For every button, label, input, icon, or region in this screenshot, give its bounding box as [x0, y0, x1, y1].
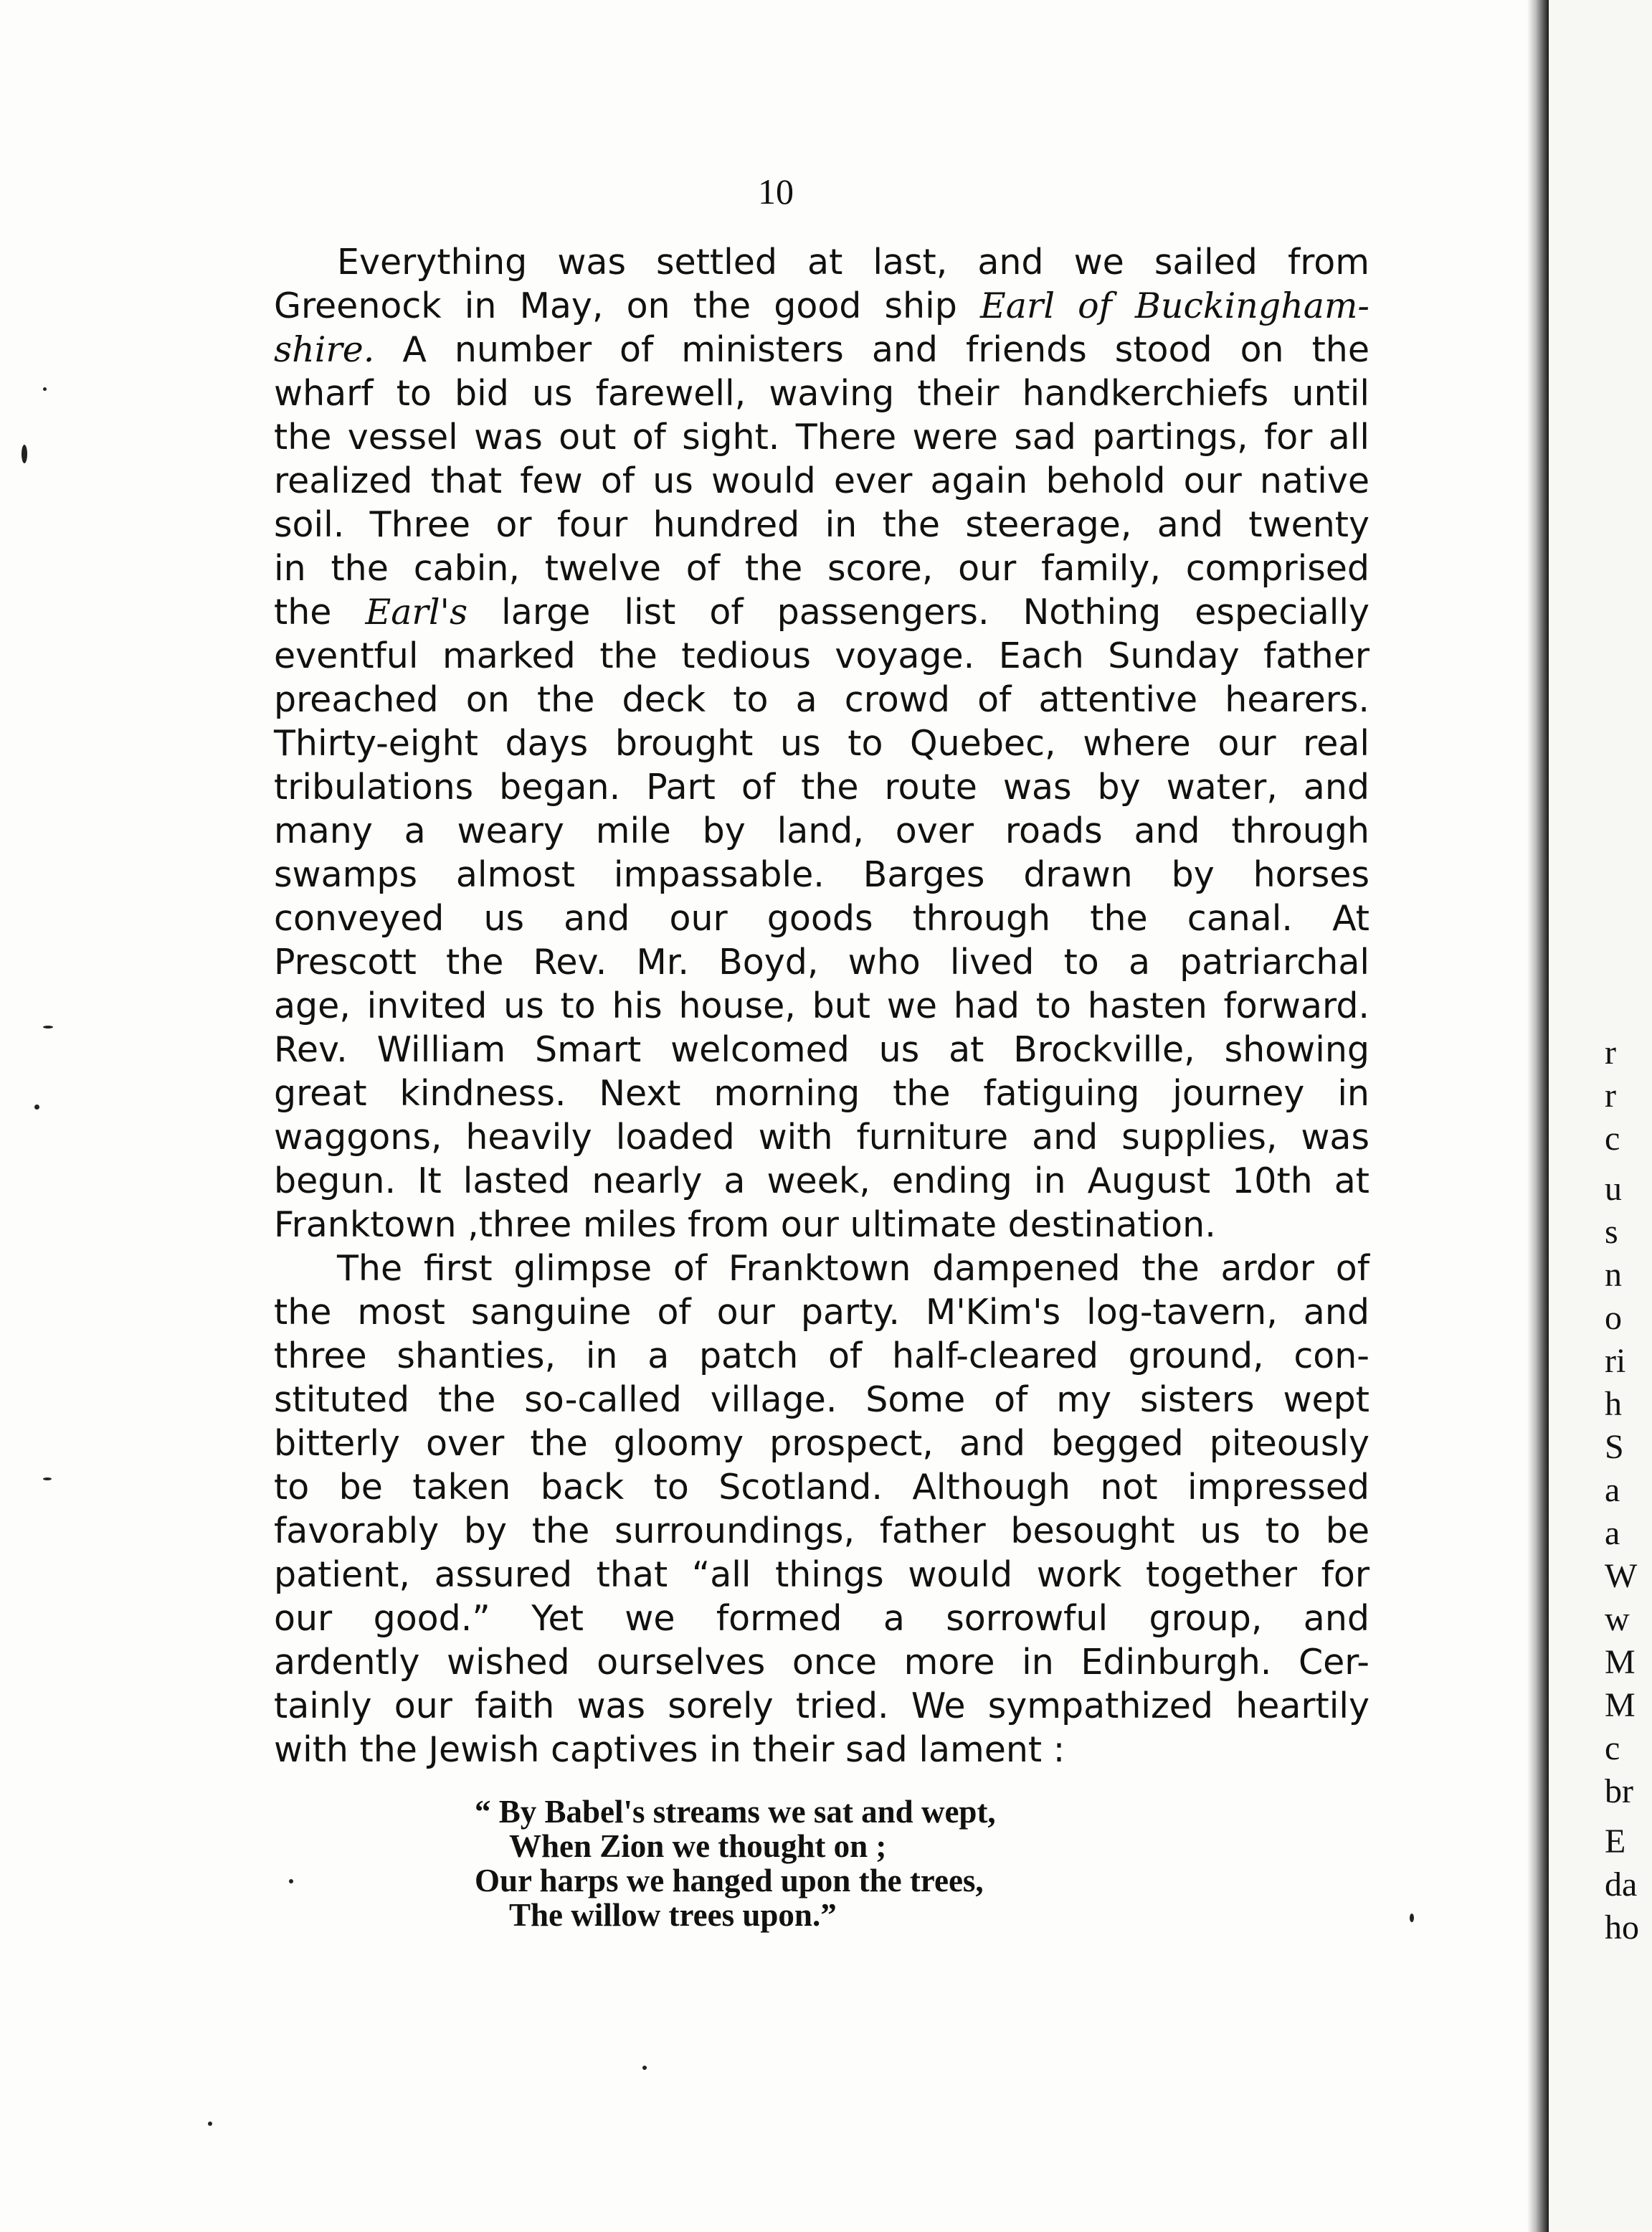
text-run: with the Jewish captives in their sad lament :	[274, 1729, 1065, 1770]
body-text	[274, 240, 1369, 1772]
adjacent-page-text-fragment: c	[1605, 1120, 1620, 1158]
scan-speck	[642, 2066, 647, 2070]
adjacent-page-text-fragment: r	[1605, 1034, 1616, 1072]
scan-speck	[43, 1026, 53, 1028]
adjacent-page-text-fragment: br	[1605, 1772, 1633, 1810]
text-run: soil. Three or four hundred in the steerage, and twenty	[274, 504, 1369, 545]
text-run: wharf to bid us farewell, waving their handkerchiefs until	[274, 373, 1369, 414]
text-run: A number of ministers and friends stood on the	[374, 329, 1369, 370]
page-gutter	[1527, 0, 1549, 2232]
poem-line: The willow trees upon.”	[509, 1897, 837, 1933]
text-run: Greenock in May, on the good ship	[274, 285, 980, 326]
text-run: The first glimpse of Franktown dampened the ardor of	[337, 1248, 1369, 1289]
text-run: the most sanguine of our party. M'Kim's log-tavern, and	[274, 1292, 1369, 1333]
text-run: great kindness. Next morning the fatiguing journey in	[274, 1073, 1369, 1114]
text-line	[274, 1115, 1369, 1159]
text-line	[274, 1334, 1369, 1378]
text-run: age, invited us to his house, but we had to hasten forward.	[274, 985, 1369, 1026]
text-line	[274, 459, 1369, 503]
paragraph-1	[274, 240, 1369, 1247]
adjacent-page-text-fragment: r	[1605, 1077, 1616, 1115]
scan-speck	[43, 1477, 52, 1480]
adjacent-page-text-fragment: a	[1605, 1471, 1620, 1509]
text-run: eventful marked the tedious voyage. Each Sunday father	[274, 635, 1369, 676]
text-run: large list of passengers. Nothing especially	[467, 592, 1369, 633]
text-run: to be taken back to Scotland. Although not impressed	[274, 1467, 1369, 1508]
text-run: swamps almost impassable. Barges drawn by horses	[274, 854, 1369, 895]
text-run: our good.” Yet we formed a sorrowful group, and	[274, 1598, 1369, 1639]
text-run: bitterly over the gloomy prospect, and begged piteously	[274, 1423, 1369, 1464]
scan-speck	[34, 1105, 39, 1110]
adjacent-page-text-fragment: da	[1605, 1865, 1638, 1904]
text-line	[274, 1072, 1369, 1115]
text-line	[274, 809, 1369, 853]
text-line	[274, 590, 1369, 634]
adjacent-page-text-fragment: o	[1605, 1299, 1622, 1337]
adjacent-page-text-fragment: h	[1605, 1385, 1622, 1423]
text-run: tainly our faith was sorely tried. We sympathized heartily	[274, 1685, 1369, 1726]
text-run: waggons, heavily loaded with furniture and supplies, was	[274, 1117, 1369, 1158]
scan-speck	[208, 2122, 212, 2126]
text-line	[274, 1203, 1369, 1247]
text-line	[274, 765, 1369, 809]
text-line	[274, 328, 1369, 372]
text-run: the	[274, 592, 366, 633]
adjacent-page-text-fragment: u	[1605, 1170, 1622, 1208]
text-run: three shanties, in a patch of half-cleared ground, con-	[274, 1335, 1369, 1376]
paragraph-2	[274, 1247, 1369, 1772]
text-line	[274, 678, 1369, 722]
text-run: in the cabin, twelve of the score, our family, comprised	[274, 548, 1369, 589]
adjacent-page-text-fragment: c	[1605, 1729, 1620, 1767]
text-line	[274, 415, 1369, 459]
text-line	[274, 1247, 1369, 1290]
text-line	[274, 722, 1369, 765]
adjacent-page-text-fragment: ri	[1605, 1342, 1626, 1380]
text-line	[274, 853, 1369, 897]
adjacent-page-text-fragment: M	[1605, 1643, 1636, 1681]
text-line	[274, 284, 1369, 328]
text-run: patient, assured that “all things would work together for	[274, 1554, 1369, 1595]
adjacent-page-text-fragment: M	[1605, 1686, 1636, 1724]
adjacent-page-text-fragment: S	[1605, 1428, 1624, 1466]
text-line	[274, 1028, 1369, 1072]
poem-line: Our harps we hanged upon the trees,	[475, 1863, 984, 1898]
poem-line: When Zion we thought on ;	[509, 1828, 887, 1864]
adjacent-page-text-fragment: E	[1605, 1822, 1626, 1860]
text-line	[274, 897, 1369, 940]
italic-text: Earl of Buckingham-	[979, 285, 1369, 326]
adjacent-page-text-fragment: a	[1605, 1514, 1620, 1552]
text-line	[274, 1728, 1369, 1772]
italic-text: shire.	[274, 329, 375, 370]
adjacent-page-text-fragment: s	[1605, 1213, 1618, 1251]
poem-line: “ By Babel's streams we sat and wept,	[475, 1794, 996, 1830]
scan-speck	[43, 387, 47, 391]
scan-speck	[289, 1879, 293, 1883]
text-run: Thirty-eight days brought us to Quebec, where our real	[274, 723, 1369, 764]
text-run: ardently wished ourselves once more in Edinburgh. Cer-	[274, 1642, 1369, 1683]
page-number: 10	[758, 171, 794, 212]
text-line	[274, 634, 1369, 678]
text-line	[274, 1290, 1369, 1334]
text-run: Franktown ,three miles from our ultimate destination.	[274, 1204, 1216, 1245]
text-line	[274, 1422, 1369, 1465]
text-run: preached on the deck to a crowd of attentive hearers.	[274, 679, 1369, 720]
text-run: conveyed us and our goods through the canal. At	[274, 898, 1369, 939]
text-line	[274, 240, 1369, 284]
text-run: Everything was settled at last, and we sailed from	[337, 242, 1369, 283]
text-line	[274, 1159, 1369, 1203]
text-run: the vessel was out of sight. There were sad partings, for all	[274, 417, 1369, 458]
text-line	[274, 1465, 1369, 1509]
text-line	[274, 1378, 1369, 1422]
text-run: begun. It lasted nearly a week, ending in August 10th at	[274, 1160, 1369, 1201]
text-line	[274, 1684, 1369, 1728]
text-run: many a weary mile by land, over roads and through	[274, 810, 1369, 851]
text-line	[274, 1553, 1369, 1597]
adjacent-page-edge	[1549, 0, 1652, 2232]
text-run: Rev. William Smart welcomed us at Brockville, showing	[274, 1029, 1369, 1070]
scan-speck	[22, 445, 27, 463]
adjacent-page-text-fragment: W	[1605, 1557, 1638, 1595]
adjacent-page-text-fragment: n	[1605, 1256, 1622, 1294]
text-line	[274, 547, 1369, 590]
adjacent-page-text-fragment: w	[1605, 1600, 1630, 1638]
poem-quotation	[475, 1794, 996, 1932]
text-line	[274, 1597, 1369, 1640]
scan-speck	[1410, 1914, 1414, 1922]
italic-text: Earl's	[365, 592, 468, 633]
text-line	[274, 940, 1369, 984]
text-line	[274, 503, 1369, 547]
text-line	[274, 984, 1369, 1028]
text-run: favorably by the surroundings, father besought us to be	[274, 1510, 1369, 1551]
text-run: Prescott the Rev. Mr. Boyd, who lived to a patriarchal	[274, 942, 1369, 983]
text-run: tribulations began. Part of the route was by water, and	[274, 767, 1369, 808]
text-run: stituted the so-called village. Some of my sisters wept	[274, 1379, 1369, 1420]
text-line	[274, 372, 1369, 415]
text-line	[274, 1640, 1369, 1684]
text-line	[274, 1509, 1369, 1553]
text-run: realized that few of us would ever again behold our native	[274, 460, 1369, 501]
adjacent-page-text-fragment: ho	[1605, 1909, 1639, 1947]
